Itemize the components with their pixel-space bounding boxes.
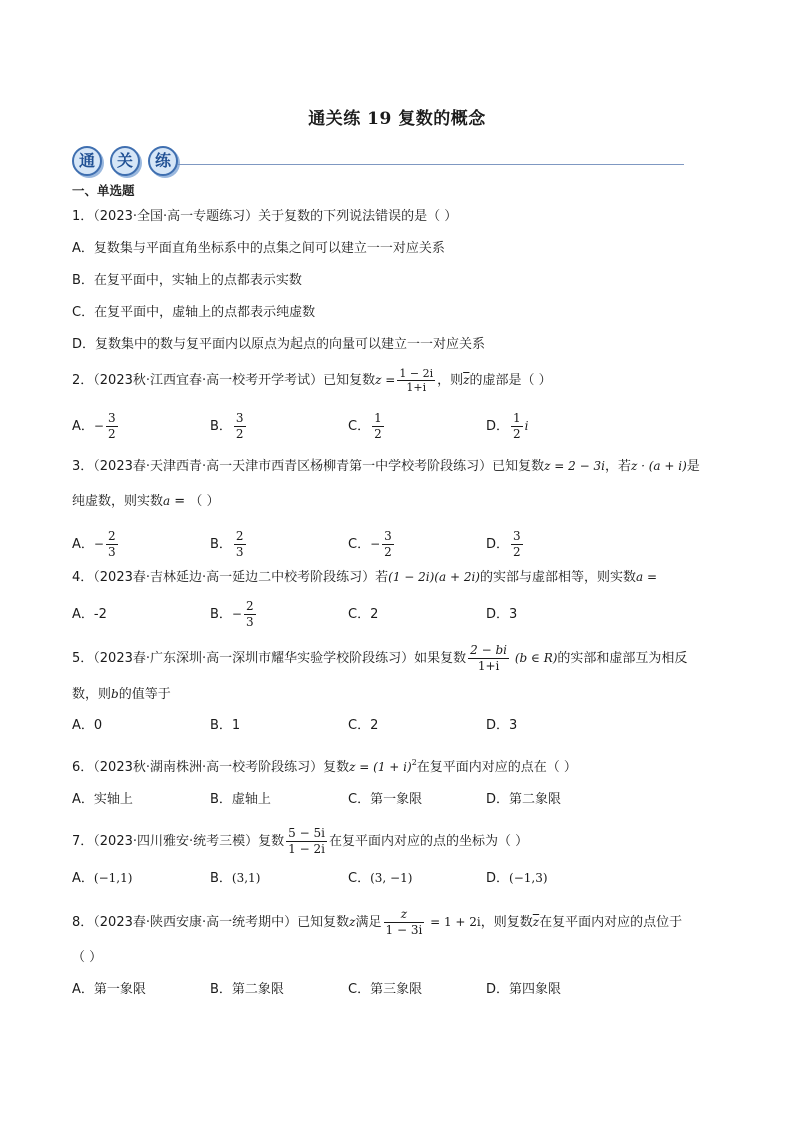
fraction [244,599,256,630]
question-text: 已知复数 [492,459,545,474]
question-text: ，则 [437,373,464,388]
option-label: A． [72,537,94,552]
option-value: (3, −1) [370,871,413,885]
option-label: D． [486,871,510,886]
option-label: B． [210,537,232,552]
q1-option-a: A．复数集与平面直角坐标系中的点集之间可以建立一一对应关系 [72,241,445,256]
fraction-numerator: 2 [245,599,254,613]
question-source: （2023秋·江西宜春·高一校考开学考试） [93,373,324,388]
fraction-numerator: 1 [374,411,382,425]
option-label: A． [72,871,94,886]
option-value: (3,1) [231,871,261,885]
question-2 [72,367,724,394]
question-text: 数，则 [72,687,112,702]
q2-option-c [348,411,386,442]
option-label: C． [348,871,371,886]
q2-option-a [72,411,120,442]
math-variable: z [349,915,356,929]
question-text: 在复平面内对应的点的坐标为（ ） [328,834,529,849]
q4-option-d: D．3 [486,607,518,622]
q6-option-c: C．第一象限 [348,792,423,807]
option-label: C． [348,419,371,434]
q5-option-c: C．2 [348,718,379,733]
option-label: B． [210,607,232,622]
question-source: （2023·四川雅安·统考三模） [93,834,259,849]
math-expression: z = 2 − 3i [544,459,605,473]
fraction-numerator: 3 [513,529,521,543]
q8-option-c: C．第三象限 [348,982,423,997]
banner-divider [178,164,684,165]
question-text: 复数 [323,760,350,775]
q3-option-c [348,529,396,560]
question-5-line-2 [72,684,724,705]
question-3-line-2 [72,491,724,512]
math-expression: z = [375,373,396,387]
q6-option-a: A．实轴上 [72,792,133,807]
math-expression: = 1 + 2i [426,915,481,929]
fraction-denominator: 1+i [477,659,500,673]
math-expression: z = (1 + i) [349,760,412,774]
question-text: 的值等于 [118,687,171,702]
fraction-numerator: 1 [513,411,521,425]
math-variable: a [636,570,644,584]
question-7 [72,826,724,857]
fraction-denominator: 2 [513,545,521,559]
option-sign: − [231,607,242,621]
question-text: 的实部和虚部互为相反 [557,651,688,666]
question-number: 6． [72,760,94,775]
q8-option-b: B．第二象限 [210,982,284,997]
q4-option-c: C．2 [348,607,379,622]
option-value: (−1,1) [93,871,133,885]
question-text: 是 [686,459,700,474]
fraction-denominator: 1+i [406,381,427,394]
fraction [397,367,435,394]
math-variable: a [163,494,171,508]
question-text: 的虚部是（ ） [469,373,552,388]
question-source: （2023·全国·高一专题练习） [93,209,259,224]
question-source: （2023春·天津西青·高一天津市西青区杨柳青第一中学校考阶段练习） [93,459,493,474]
section-heading: 一、单选题 [72,183,135,198]
math-conjugate: $\overline{z}$ [463,373,470,387]
q1-option-c: C．在复平面中，虚轴上的点都表示纯虚数 [72,305,316,320]
fraction [106,411,118,442]
fraction [234,529,246,560]
q1-option-d: D．复数集中的数与复平面内以原点为起点的向量可以建立一一对应关系 [72,337,486,352]
fraction-denominator: 3 [107,545,116,559]
question-text: 在复平面内对应的点在（ ） [416,760,577,775]
q2-option-b [210,411,248,442]
question-source: （2023春·吉林延边·高一延边二中校考阶段练习） [93,570,376,585]
q6-option-d: D．第二象限 [486,792,562,807]
question-text: 若 [375,570,389,585]
q2-option-d [486,411,529,442]
question-number: 7． [72,834,94,849]
fraction [511,529,523,560]
fraction-denominator: 2 [513,427,521,441]
question-text: = （ ） [170,494,220,509]
fraction [372,411,384,442]
math-exponent: 2 [411,758,417,767]
question-text: 如果复数 [414,651,467,666]
option-label: B． [210,871,232,886]
q7-option-a [72,868,132,889]
question-1 [72,207,724,227]
fraction-numerator: 3 [235,411,244,425]
option-label: D． [486,537,510,552]
fraction-denominator: 3 [245,615,254,629]
question-source: （2023春·广东深圳·高一深圳市耀华实验学校阶段练习） [93,651,415,666]
question-6 [72,753,724,778]
question-text: 满足 [355,915,382,930]
option-label: A． [72,419,94,434]
question-text: 复数 [258,834,285,849]
question-text: = [643,570,658,584]
q4-option-b [210,599,258,630]
question-number: 5． [72,651,94,666]
banner-badge-2: 关 [110,146,140,176]
fraction-numerator: 2 [107,529,116,543]
question-text: 的实部与虚部相等，则实数 [479,570,636,585]
fraction-denominator: 2 [107,427,116,441]
banner-badge-3: 练 [148,146,178,176]
fraction-denominator: 1 − 3i [385,923,423,937]
fraction-numerator: 2 − bi [470,643,507,657]
fraction-numerator: 3 [384,529,392,543]
q3-option-b [210,529,248,560]
question-8 [72,907,724,938]
question-3 [72,456,724,477]
question-number: 2． [72,373,94,388]
question-text: ，则复数 [480,915,533,930]
q6-option-b: B．虚轴上 [210,792,271,807]
fraction-denominator: 1 − 2i [288,842,325,856]
fraction [234,411,246,442]
question-number: 8． [72,915,94,930]
banner-badge-1: 通 [72,146,102,176]
question-number: 1． [72,209,94,224]
question-text: 已知复数 [323,373,376,388]
math-expression: z · (a + i) [630,459,687,473]
fraction-numerator: 5 − 5i [288,826,325,840]
option-suffix: i [524,419,529,433]
q1-option-b: B．在复平面中，实轴上的点都表示实数 [72,273,302,288]
question-text: 纯虚数，则实数 [72,494,164,509]
option-sign: − [370,537,381,551]
page-title: 通关练 19 复数的概念 [308,109,486,129]
question-text: 在复平面内对应的点位于 [539,915,683,930]
question-number: 4． [72,570,94,585]
q7-option-c [348,868,412,889]
q7-option-b [210,868,260,889]
option-label: D． [486,419,510,434]
question-source: （2023春·陕西安康·高一统考期中） [93,915,298,930]
fraction [106,529,118,560]
q8-option-d: D．第四象限 [486,982,562,997]
q4-option-a: A．-2 [72,607,107,622]
question-text: 关于复数的下列说法错误的是（ ） [258,209,458,224]
question-text: 已知复数 [297,915,350,930]
section-banner [72,143,684,179]
fraction-numerator: z [384,907,425,923]
fraction-numerator: 2 [235,529,244,543]
fraction [468,643,509,674]
q5-option-d: D．3 [486,718,518,733]
math-conjugate: $\overline{z}$ [532,915,540,929]
fraction-denominator: 2 [374,427,382,441]
math-condition: (b ∈ R) [511,651,558,665]
option-value: (−1,3) [509,871,548,885]
fraction [382,529,394,560]
question-5 [72,643,724,674]
fraction-denominator: 3 [235,545,244,559]
math-expression: (1 − 2i)(a + 2i) [388,570,480,584]
fraction [384,907,425,938]
q5-option-b: B．1 [210,718,241,733]
question-number: 3． [72,459,94,474]
fraction [511,411,523,442]
fraction-numerator: 1 − 2i [399,367,434,380]
q3-option-a [72,529,120,560]
fraction [286,826,327,857]
fraction-denominator: 2 [384,545,392,559]
fraction-numerator: 3 [107,411,116,425]
q5-option-a: A．0 [72,718,103,733]
math-variable: b [111,687,119,701]
q3-option-d [486,529,525,560]
question-source: （2023秋·湖南株洲·高一校考阶段练习） [93,760,324,775]
question-4 [72,567,724,588]
option-sign: − [93,419,104,433]
q8-option-a: A．第一象限 [72,982,146,997]
option-label: C． [348,537,371,552]
q7-option-d [486,868,548,889]
option-sign: − [93,537,104,551]
question-8-line-2: （ ） [72,950,103,965]
question-text: ，若 [604,459,631,474]
option-label: B． [210,419,232,434]
fraction-denominator: 2 [235,427,244,441]
